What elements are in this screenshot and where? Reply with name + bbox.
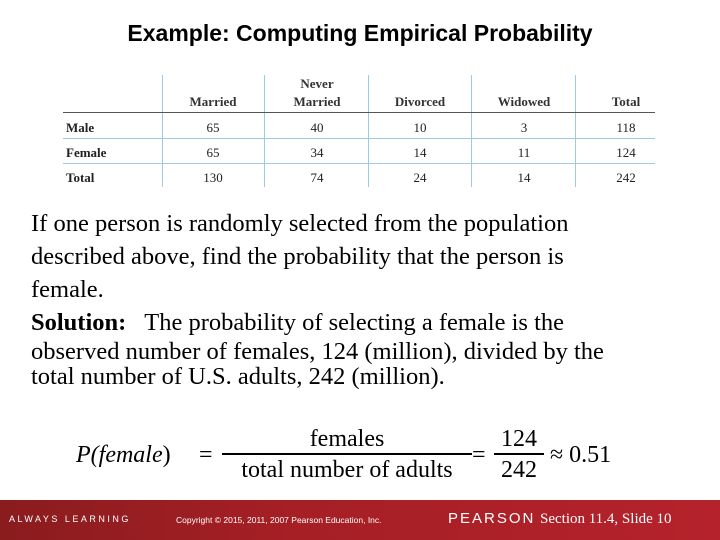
table-cell: 24 <box>413 170 427 185</box>
slide-title: Example: Computing Empirical Probability <box>127 20 593 46</box>
solution-label: Solution: <box>31 309 127 336</box>
formula-p: P( <box>76 442 99 468</box>
table-cell: 242 <box>616 170 636 185</box>
footer-tagline: ALWAYS LEARNING <box>9 514 131 524</box>
table-cell: 10 <box>413 120 427 135</box>
table-cell: 124 <box>616 145 636 160</box>
table-cell: 74 <box>310 170 324 185</box>
data-table <box>63 75 655 187</box>
table-header-rule <box>63 112 655 113</box>
table-cell: 14 <box>413 145 427 160</box>
column-header-never-bottom: Married <box>293 94 341 109</box>
problem-line: If one person is randomly selected from the population <box>31 210 569 237</box>
table-cell: 65 <box>206 120 220 135</box>
fraction-words <box>222 425 472 485</box>
fraction-denominator: total number of adults <box>241 456 453 483</box>
column-header-married: Married <box>189 94 237 109</box>
table-divider <box>162 75 163 187</box>
column-header-never-top: Never <box>300 76 334 91</box>
column-header-widowed: Widowed <box>497 94 551 109</box>
table-cell: 34 <box>310 145 324 160</box>
formula-variable: female <box>98 442 163 468</box>
equals-sign: = <box>472 442 486 468</box>
probability-formula <box>76 425 636 495</box>
fraction-denominator: 242 <box>501 456 537 483</box>
footer-bar <box>0 500 720 540</box>
solution-line: total number of U.S. adults, 242 (million). <box>31 363 445 390</box>
approx-result: ≈ 0.51 <box>550 442 612 468</box>
column-header-total: Total <box>611 94 641 109</box>
problem-line: described above, find the probability that the person is <box>31 243 564 270</box>
problem-text <box>31 207 701 389</box>
footer-copyright: Copyright © 2015, 2011, 2007 Pearson Education, Inc. <box>176 515 382 525</box>
fraction-numerator: 124 <box>501 426 537 452</box>
row-label-male: Male <box>66 120 95 135</box>
pearson-logo: PEARSON <box>448 510 536 527</box>
table-divider <box>575 75 576 187</box>
row-label-total: Total <box>66 170 95 185</box>
table-cell: 65 <box>206 145 220 160</box>
table-divider <box>264 75 265 187</box>
problem-line: female. <box>31 276 104 303</box>
table-cell: 11 <box>517 145 531 160</box>
solution-line: observed number of females, 124 (million), divided by the <box>31 338 604 365</box>
formula-lhs <box>76 442 171 469</box>
solution-line <box>31 306 701 339</box>
solution-text: The probability of selecting a female is the <box>144 309 565 336</box>
table-cell: 14 <box>517 170 531 185</box>
formula-close-paren: ) <box>162 442 171 468</box>
table-cell: 118 <box>616 120 636 135</box>
table-divider <box>471 75 472 187</box>
table-cell: 3 <box>520 120 528 135</box>
slide-number: Section 11.4, Slide 10 <box>540 511 672 527</box>
table-cell: 130 <box>203 170 223 185</box>
fraction-numbers <box>494 425 544 485</box>
equals-sign: = <box>199 442 213 468</box>
column-header-divorced: Divorced <box>394 94 446 109</box>
table-divider <box>368 75 369 187</box>
table-row-rule <box>63 163 655 164</box>
row-label-female: Female <box>66 145 107 160</box>
table-row-rule <box>63 138 655 139</box>
fraction-numerator: females <box>309 426 385 452</box>
table-cell: 40 <box>310 120 324 135</box>
